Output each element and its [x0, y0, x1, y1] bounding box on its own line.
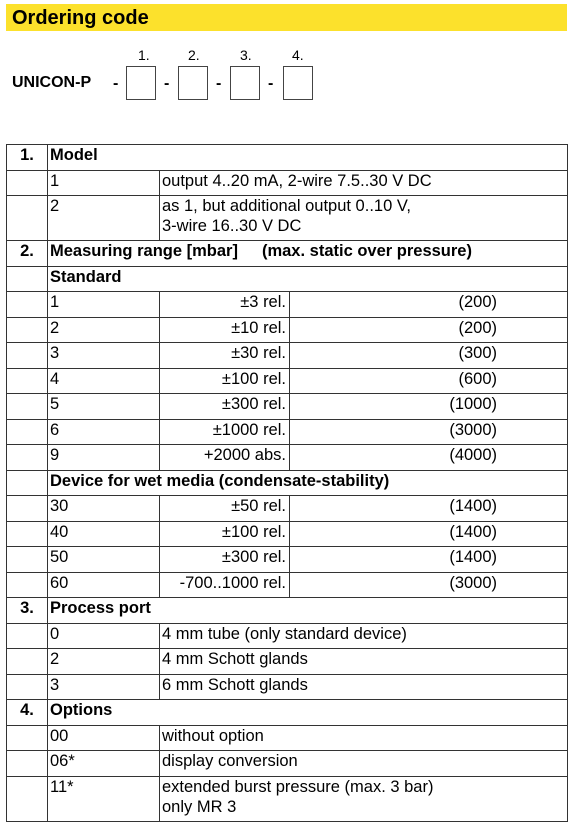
option-code: 2 [48, 649, 160, 675]
option-code: 0 [48, 623, 160, 649]
option-code: 2 [48, 196, 160, 241]
option-code: 60 [48, 572, 160, 598]
table-row [7, 674, 568, 700]
table-row [7, 394, 568, 420]
range-value: ±30 rel. [160, 343, 290, 369]
pressure-value: (1400) [290, 521, 568, 547]
table-row [7, 317, 568, 343]
table-row [7, 623, 568, 649]
code-box-3 [230, 66, 260, 100]
option-code: 06* [48, 751, 160, 777]
option-code: 11* [48, 776, 160, 821]
range-value: ±300 rel. [160, 547, 290, 573]
range-value: -700..1000 rel. [160, 572, 290, 598]
description-line: as 1, but additional output 0..10 V, [162, 197, 411, 215]
table-row [7, 572, 568, 598]
pressure-value: (4000) [290, 445, 568, 471]
code-position-4: 4. [292, 47, 304, 63]
option-description: without option [160, 725, 568, 751]
pressure-value: (1400) [290, 496, 568, 522]
subsection-title: Standard [48, 266, 568, 292]
option-code: 3 [48, 674, 160, 700]
code-position-3: 3. [240, 47, 252, 63]
range-value: ±300 rel. [160, 394, 290, 420]
range-value: ±3 rel. [160, 292, 290, 318]
table-row [7, 196, 568, 241]
option-code: 2 [48, 317, 160, 343]
section-header-options [7, 700, 568, 726]
title-bar [6, 4, 567, 31]
section-title: Model [48, 145, 568, 171]
option-description: display conversion [160, 751, 568, 777]
section-title [48, 241, 568, 267]
pressure-value: (300) [290, 343, 568, 369]
range-value: ±1000 rel. [160, 419, 290, 445]
code-dash: - [164, 75, 170, 92]
pressure-value: (200) [290, 292, 568, 318]
pressure-value: (200) [290, 317, 568, 343]
option-description: 6 mm Schott glands [160, 674, 568, 700]
description-line: extended burst pressure (max. 3 bar) [162, 777, 434, 796]
range-value: ±100 rel. [160, 521, 290, 547]
section-header-model [7, 145, 568, 171]
option-description: 4 mm tube (only standard device) [160, 623, 568, 649]
range-value: ±10 rel. [160, 317, 290, 343]
pressure-value: (1000) [290, 394, 568, 420]
option-code: 50 [48, 547, 160, 573]
option-code: 1 [48, 292, 160, 318]
section-number: 3. [7, 598, 48, 624]
range-value: ±100 rel. [160, 368, 290, 394]
code-position-2: 2. [188, 47, 200, 63]
table-row [7, 445, 568, 471]
table-row [7, 725, 568, 751]
pressure-value: (1400) [290, 547, 568, 573]
option-code: 6 [48, 419, 160, 445]
table-row [7, 751, 568, 777]
table-row [7, 521, 568, 547]
section-header-process-port [7, 598, 568, 624]
range-value: ±50 rel. [160, 496, 290, 522]
table-row [7, 547, 568, 573]
product-name: UNICON-P [12, 74, 92, 91]
section-header-range [7, 241, 568, 267]
table-row [7, 419, 568, 445]
option-description: output 4..20 mA, 2-wire 7.5..30 V DC [160, 170, 568, 196]
subsection-header-wet-media [7, 470, 568, 496]
section-title: Options [48, 700, 568, 726]
ordering-table [6, 144, 568, 822]
option-code: 4 [48, 368, 160, 394]
section-title-text: Measuring range [mbar] [50, 242, 238, 260]
option-description [160, 196, 568, 241]
section-number: 1. [7, 145, 48, 171]
section-number: 4. [7, 700, 48, 726]
code-dash: - [216, 75, 222, 92]
table-row [7, 496, 568, 522]
option-description: 4 mm Schott glands [160, 649, 568, 675]
table-row [7, 343, 568, 369]
table-row [7, 776, 568, 821]
section-title: Process port [48, 598, 568, 624]
option-code: 1 [48, 170, 160, 196]
subsection-title: Device for wet media (condensate-stability) [48, 470, 568, 496]
table-row [7, 368, 568, 394]
pressure-value: (600) [290, 368, 568, 394]
description-line: only MR 3 [162, 797, 237, 816]
code-dash: - [268, 75, 274, 92]
table-row [7, 649, 568, 675]
subsection-header-standard [7, 266, 568, 292]
option-description [160, 776, 568, 821]
code-box-2 [178, 66, 208, 100]
code-position-1: 1. [138, 47, 150, 63]
code-box-1 [126, 66, 156, 100]
page-title: Ordering code [12, 7, 149, 29]
pressure-value: (3000) [290, 419, 568, 445]
pressure-value: (3000) [290, 572, 568, 598]
description-line: 3-wire 16..30 V DC [162, 217, 302, 235]
table-row [7, 292, 568, 318]
range-value: +2000 abs. [160, 445, 290, 471]
code-box-4 [283, 66, 313, 100]
option-code: 30 [48, 496, 160, 522]
section-number: 2. [7, 241, 48, 267]
option-code: 00 [48, 725, 160, 751]
code-dash: - [113, 75, 119, 92]
section-note: (max. static over pressure) [261, 242, 472, 260]
option-code: 40 [48, 521, 160, 547]
option-code: 3 [48, 343, 160, 369]
option-code: 5 [48, 394, 160, 420]
table-row [7, 170, 568, 196]
option-code: 9 [48, 445, 160, 471]
